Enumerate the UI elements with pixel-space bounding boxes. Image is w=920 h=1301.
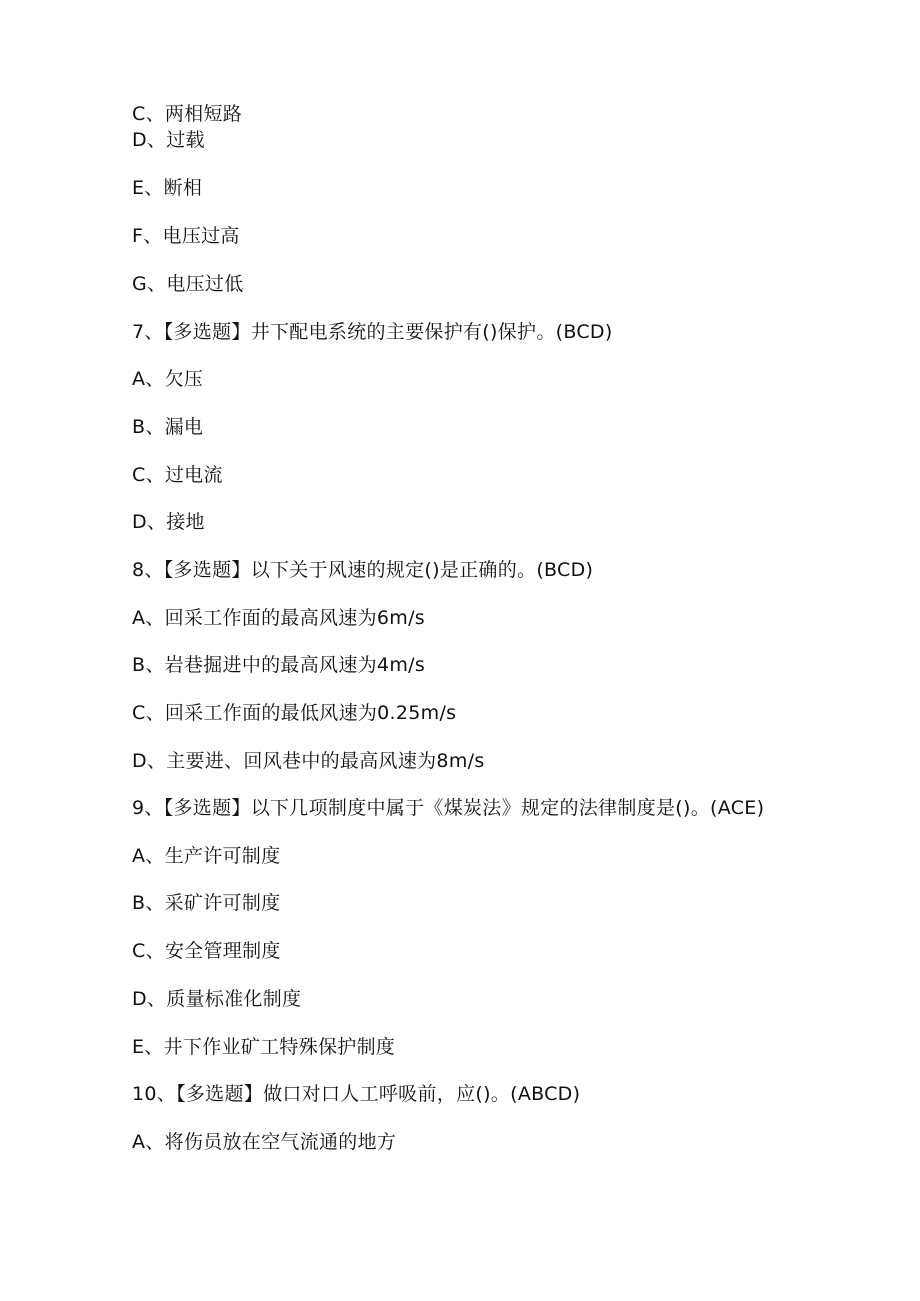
q9-option-e: E、井下作业矿工特殊保护制度 — [132, 1036, 396, 1058]
q10-option-a: A、将伤员放在空气流通的地方 — [132, 1131, 397, 1153]
q9-option-b: B、采矿许可制度 — [132, 892, 281, 914]
option-e-phase-loss: E、断相 — [132, 177, 203, 199]
q7-option-a: A、欠压 — [132, 368, 204, 390]
q9-option-a: A、生产许可制度 — [132, 845, 281, 867]
option-c-two-phase-short: C、两相短路 — [132, 103, 243, 125]
q7-option-b: B、漏电 — [132, 416, 204, 438]
question-8: 8、【多选题】以下关于风速的规定()是正确的。(BCD) — [132, 559, 594, 581]
q8-option-d: D、主要进、回风巷中的最高风速为8m/s — [132, 750, 485, 772]
q9-option-d: D、质量标准化制度 — [132, 988, 302, 1010]
q9-option-c: C、安全管理制度 — [132, 940, 281, 962]
q8-option-c: C、回采工作面的最低风速为0.25m/s — [132, 702, 457, 724]
q7-option-c: C、过电流 — [132, 464, 223, 486]
q7-option-d: D、接地 — [132, 511, 205, 533]
question-7: 7、【多选题】井下配电系统的主要保护有()保护。(BCD) — [132, 321, 613, 343]
option-g-undervoltage: G、电压过低 — [132, 273, 244, 295]
option-f-overvoltage: F、电压过高 — [132, 225, 240, 247]
q8-option-b: B、岩巷掘进中的最高风速为4m/s — [132, 654, 426, 676]
question-10: 10、【多选题】做口对口人工呼吸前，应()。(ABCD) — [132, 1083, 581, 1105]
q8-option-a: A、回采工作面的最高风速为6m/s — [132, 607, 425, 629]
option-d-overload: D、过载 — [132, 129, 205, 151]
question-9: 9、【多选题】以下几项制度中属于《煤炭法》规定的法律制度是()。(ACE) — [132, 797, 765, 819]
